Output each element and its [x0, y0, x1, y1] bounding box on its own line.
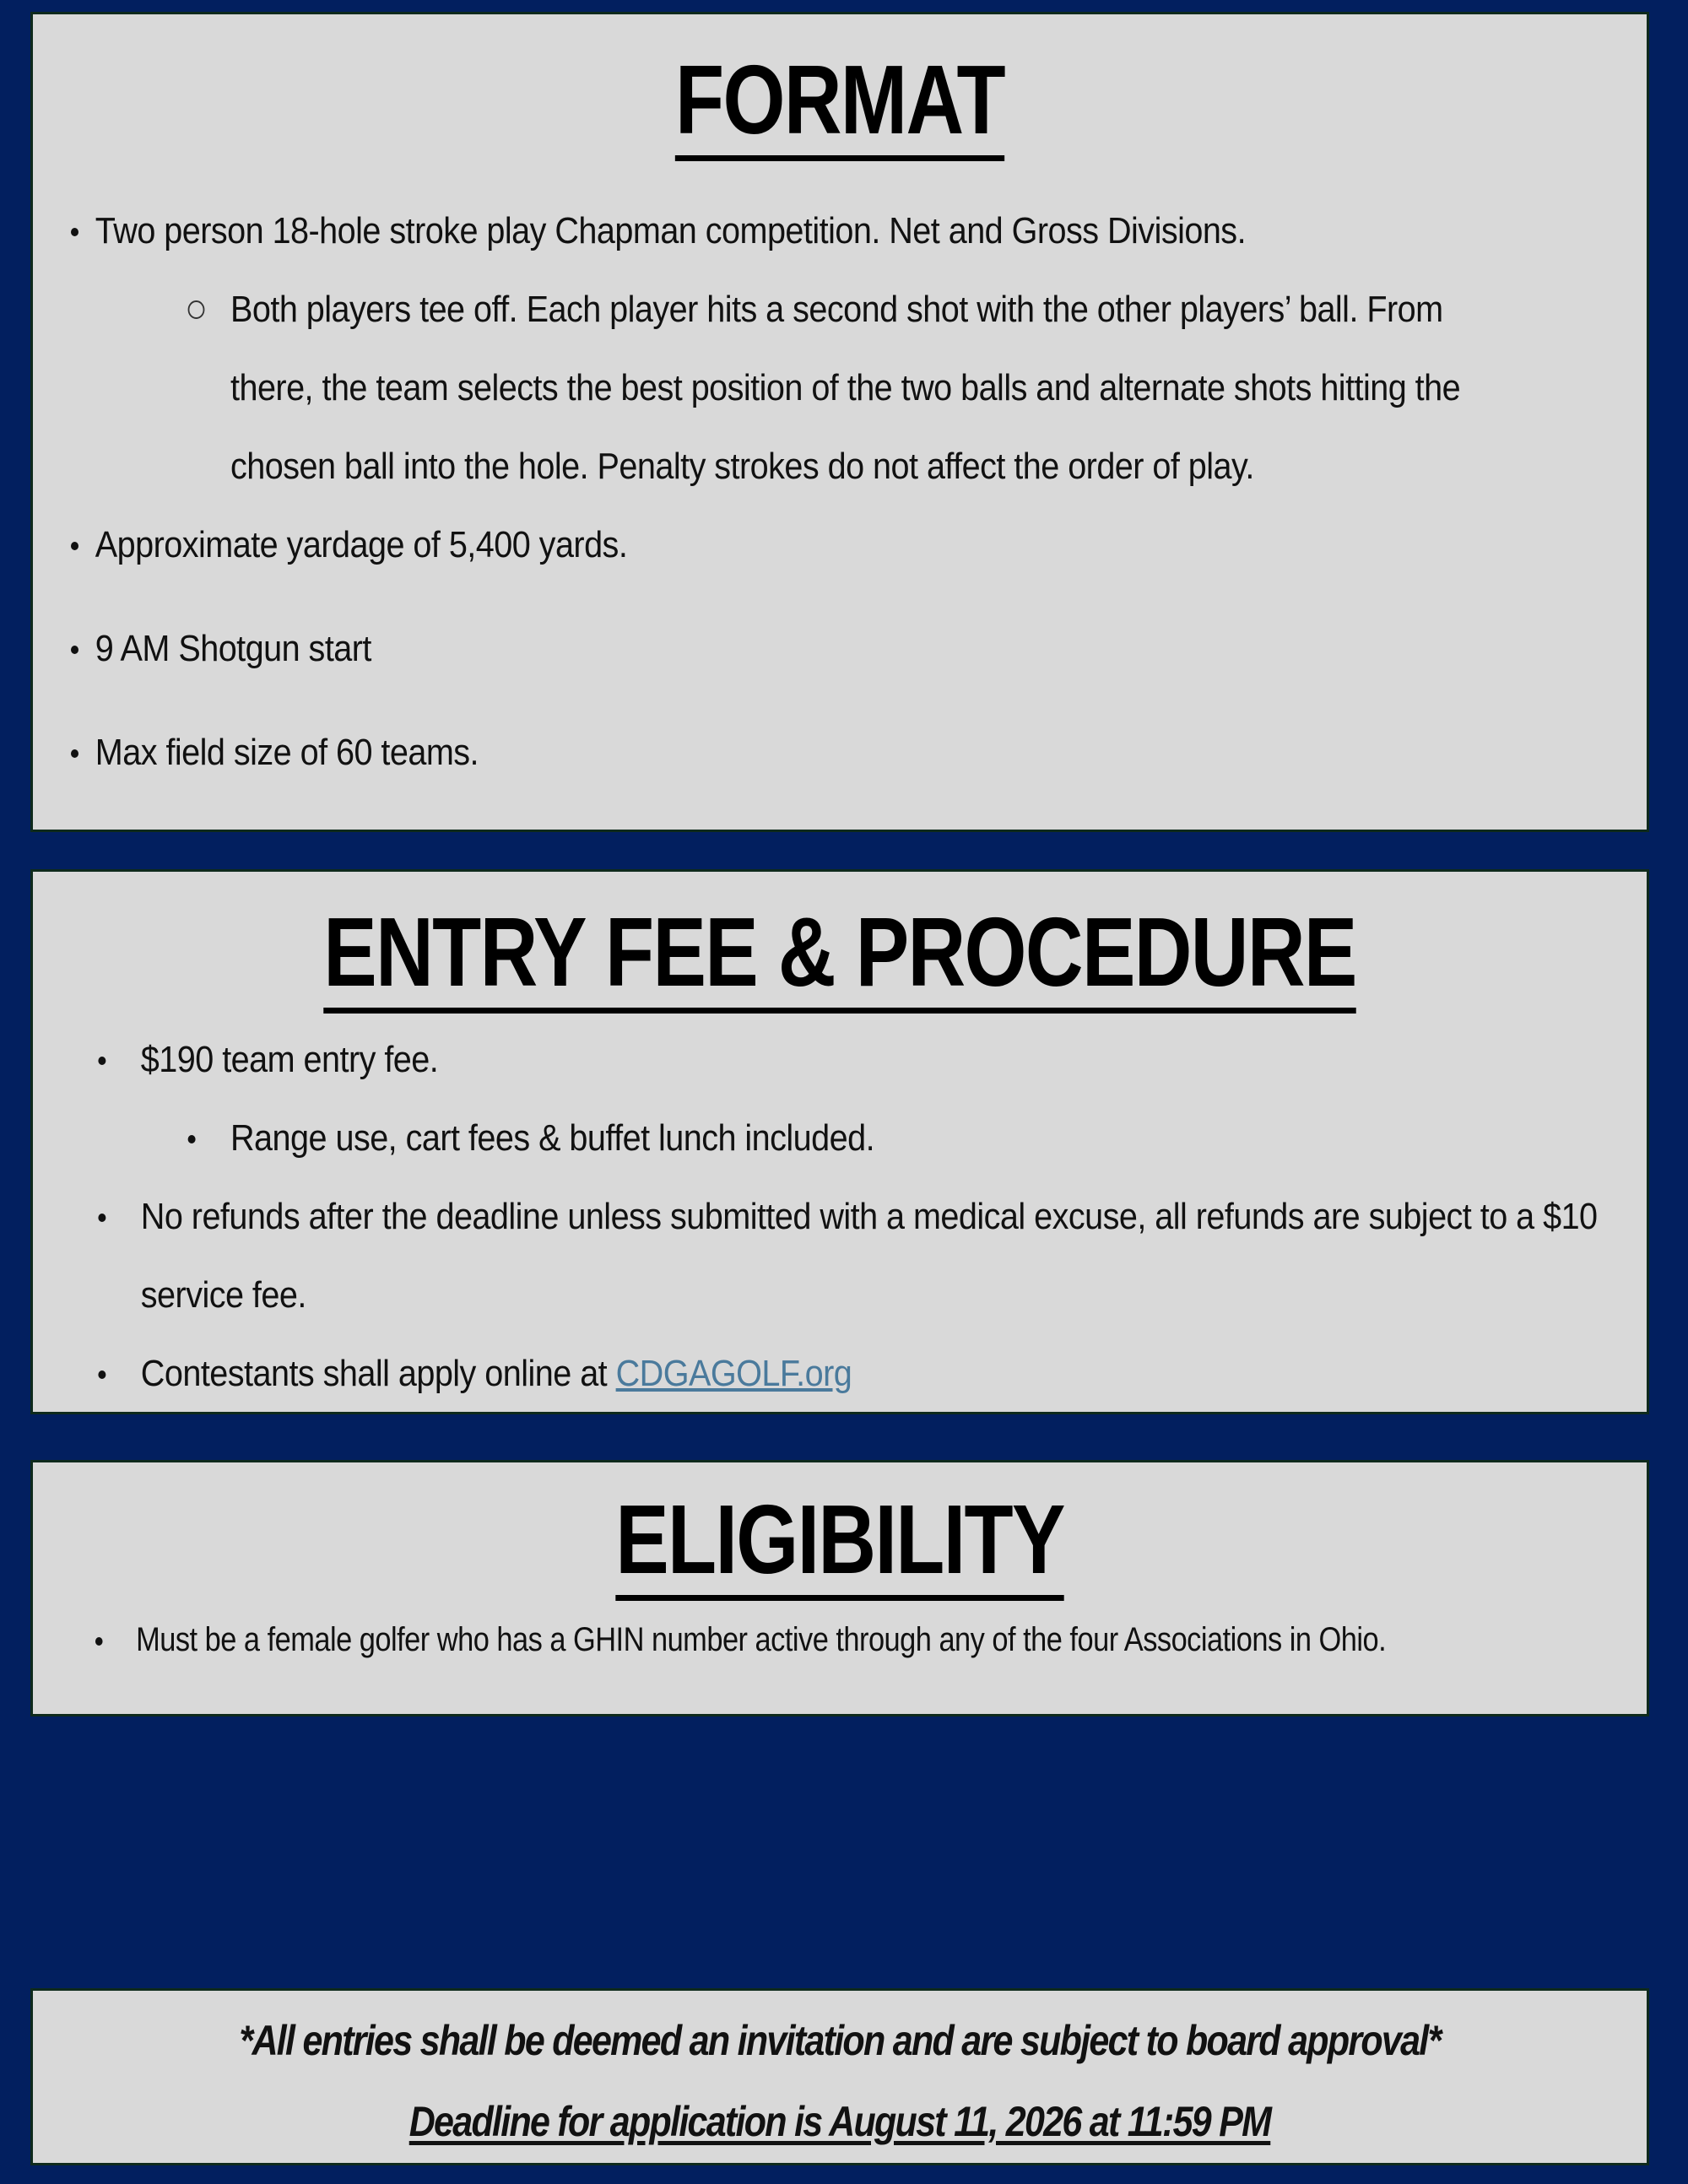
- eligibility-title: ELIGIBILITY: [615, 1489, 1064, 1601]
- entry-fee-subbullet-1-text: Range use, cart fees & buffet lunch included.: [230, 1116, 875, 1159]
- entry-fee-bullet-2: [33, 1177, 1613, 1334]
- bullet-dot-icon: [71, 228, 78, 236]
- entry-fee-panel: [30, 869, 1649, 1414]
- format-title: FORMAT: [675, 49, 1004, 161]
- footer-line-1: *All entries shall be deemed an invitation and are subject to board approval*: [239, 2017, 1441, 2064]
- format-subbullet-1-text: Both players tee off. Each player hits a second shot with the other players’ ball. From there, the team selects the best position of the two balls and alternate shots hitting the chosen ball into the hole. Penalty strokes do not affect the order of play.: [230, 288, 1461, 487]
- entry-fee-bullet-3-text: Contestants shall apply online at: [140, 1352, 616, 1394]
- format-bullet-4: [33, 713, 1485, 792]
- format-bullet-3-text: 9 AM Shotgun start: [95, 627, 371, 669]
- entry-fee-title: ENTRY FEE & PROCEDURE: [323, 901, 1355, 1014]
- format-subbullet-1: [33, 270, 1514, 505]
- bullet-dot-icon: [188, 1135, 196, 1143]
- format-list: [33, 192, 1647, 792]
- bullet-dot-icon: [98, 1370, 106, 1379]
- footer-deadline: [146, 2097, 1534, 2146]
- footer-invitation-notice: [146, 2016, 1534, 2065]
- eligibility-heading: [178, 1483, 1501, 1601]
- entry-fee-bullet-1-text: $190 team entry fee.: [140, 1038, 439, 1080]
- format-bullet-3: [33, 609, 1485, 688]
- bullet-dot-icon: [71, 749, 78, 758]
- cdgagolf-link[interactable]: CDGAGOLF.org: [615, 1352, 852, 1394]
- bullet-dot-icon: [95, 1637, 103, 1646]
- format-heading: [178, 43, 1501, 161]
- format-bullet-2-text: Approximate yardage of 5,400 yards.: [95, 523, 628, 565]
- entry-fee-subbullet-1: [33, 1099, 1485, 1177]
- footer-panel: [30, 1988, 1649, 2165]
- entry-fee-bullet-2-text: No refunds after the deadline unless submitted with a medical excuse, all refunds are subject to a $10 service fee.: [140, 1195, 1598, 1316]
- entry-fee-list: [33, 1020, 1647, 1413]
- entry-fee-heading: [178, 895, 1501, 1014]
- bullet-circle-icon: [188, 300, 205, 319]
- eligibility-list: [33, 1601, 1647, 1679]
- format-bullet-2: [33, 505, 1485, 584]
- format-bullet-4-text: Max field size of 60 teams.: [95, 731, 479, 773]
- bullet-dot-icon: [98, 1214, 106, 1222]
- entry-fee-bullet-3: [33, 1334, 1485, 1413]
- bullet-dot-icon: [71, 646, 78, 654]
- eligibility-bullet-1-text: Must be a female golfer who has a GHIN number active through any of the four Associations in Ohio.: [136, 1620, 1387, 1658]
- footer-line-2: Deadline for application is August 11, 2026 at 11:59 PM: [408, 2098, 1271, 2145]
- format-bullet-1: [33, 192, 1615, 270]
- format-bullet-1-text: Two person 18-hole stroke play Chapman competition. Net and Gross Divisions.: [95, 209, 1247, 251]
- format-panel: [30, 12, 1649, 832]
- eligibility-panel: [30, 1460, 1649, 1716]
- bullet-dot-icon: [98, 1057, 106, 1065]
- bullet-dot-icon: [71, 542, 78, 550]
- eligibility-bullet-1: [33, 1601, 1420, 1679]
- entry-fee-bullet-1: [33, 1020, 1485, 1099]
